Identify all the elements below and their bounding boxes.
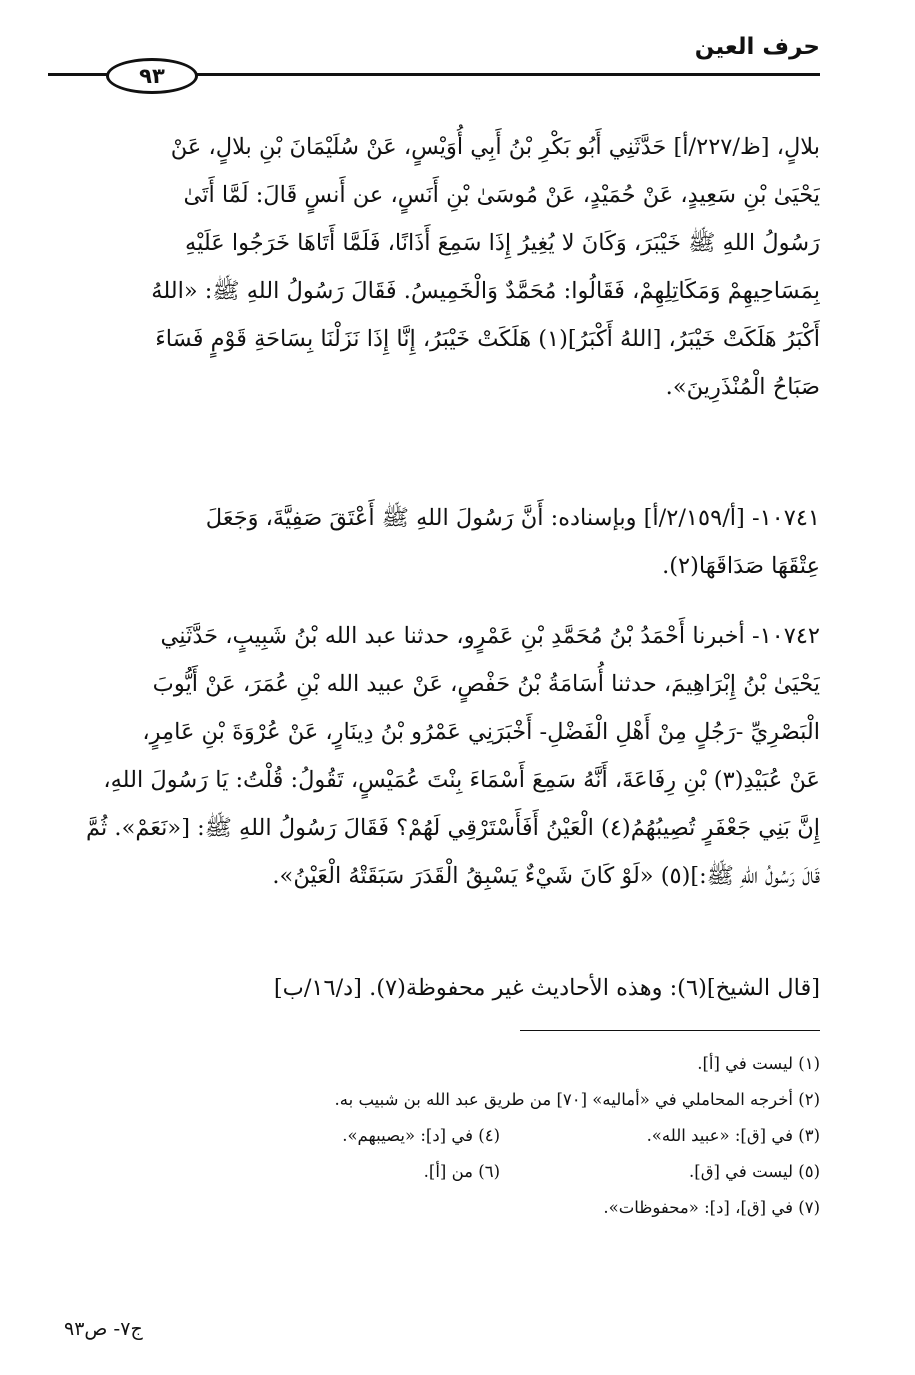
text-line: قَالَ رَسُولُ اللهِ ﷺ:](٥) «لَوْ كَانَ شَيْءٌ يَسْبِقُ الْقَدَرَ سَبَقَتْهُ الْعَيْنُ». [272,863,820,889]
paragraph-hadith-khaybar [48,123,820,411]
footnote-row [48,1190,820,1226]
text-line: عِتْقَهَا صَدَاقَهَا(٢). [662,553,820,579]
paragraph-sheikh-note [48,964,820,1012]
paragraph-hadith-10742 [48,612,820,900]
text-line: ١٠٧٤١- [أ/٢/١٥٩/أ] وبإسناده: أَنَّ رَسُولَ اللهِ ﷺ أَعْتَقَ صَفِيَّةَ، وَجَعَلَ [205,505,820,531]
text-line: رَسُولُ اللهِ ﷺ خَيْبَرَ، وَكَانَ لا يُغِيرُ إِذَا سَمِعَ أَذَانًا، فَلَمَّا أَتَاهَا خَرَجُوا عَلَيْهِ [185,230,820,256]
text-line: يَحْيَىٰ بْنِ سَعِيدٍ، عَنْ حُمَيْدٍ، عَنْ مُوسَىٰ بْنِ أَنَسٍ، عن أَنسٍ قَالَ: لَمَّا أَتَىٰ [183,182,820,208]
text-line: يَحْيَىٰ بْنُ إِبْرَاهِيمَ، حدثنا أُسَامَةُ بْنُ حَفْصٍ، عَنْ عبيد الله بْنِ عُمَرَ، عَنْ أَيُّوبَ [152,671,820,697]
page-number-badge: ٩٣ [106,58,198,94]
text-line: الْبَصْرِيِّ -رَجُلٍ مِنْ أَهْلِ الْفَضْلِ- أَخْبَرَنِي عَمْرُو بْنُ دِينَارٍ، عَنْ عُرْوَةَ بْنِ عَامِرٍ، [142,719,820,745]
footnote-row [48,1154,820,1190]
chapter-title: حرف العين [694,34,820,60]
footnote: (٣) في [ق]: «عبيد الله». [646,1126,820,1145]
footnote: (١) ليست في [أ]. [697,1054,820,1073]
footnote: (٧) في [ق]، [د]: «محفوظات». [603,1198,820,1217]
footnote: (٤) في [د]: «يصيبهم». [342,1126,500,1145]
text-line: ١٠٧٤٢- أخبرنا أَحْمَدُ بْنُ مُحَمَّدِ بْنِ عَمْرٍو، حدثنا عبد الله بْنُ شَبِيبٍ، حَدَّثَنِي [160,623,820,649]
text-line: عَنْ عُبَيْدِ(٣) بْنِ رِفَاعَةَ، أَنَّهُ سَمِعَ أَسْمَاءَ بِنْتَ عُمَيْسٍ، تَقُولُ: قُلْتُ: يَا رَسُولَ اللهِ، [103,767,820,793]
footnote-row [48,1046,820,1082]
footnote-row [48,1118,820,1154]
footnotes [48,1046,820,1226]
footnote: (٢) أخرجه المحاملي في «أماليه» [٧٠] من طريق عبد الله بن شبيب به. [334,1090,820,1109]
text-line: صَبَاحُ الْمُنْذَرِينَ». [665,374,820,400]
footnote-row [48,1082,820,1118]
footnote: (٥) ليست في [ق]. [689,1162,820,1181]
paragraph-hadith-10741 [48,494,820,590]
text-line: إِنَّ بَنِي جَعْفَرٍ تُصِيبُهُمُ(٤) الْعَيْنُ أَفَأَسْتَرْقِي لَهُمْ؟ فَقَالَ رَسُولُ اللهِ ﷺ: [«نَعَمْ». ثُمَّ [86,815,820,841]
footnote: (٦) من [أ]. [423,1162,500,1181]
volume-page-reference: ج٧- ص٩٣ [64,1318,143,1340]
footnote-separator [520,1030,820,1031]
text-line: بلالٍ، [ظ/٢٢٧/أ] حَدَّثَنِي أَبُو بَكْرِ بْنُ أَبِي أُوَيْسٍ، عَنْ سُلَيْمَانَ بْنِ بلالٍ، عَنْ [170,134,820,160]
text-line: [قال الشيخ](٦): وهذه الأحاديث غير محفوظة(٧). [د/١٦/ب] [273,975,820,1001]
text-line: أَكْبَرُ هَلَكَتْ خَيْبَرُ، [اللهُ أَكْبَرُ](١) هَلَكَتْ خَيْبَرُ، إِنَّا إِذَا نَزَلْنَا بِسَاحَةِ قَوْمٍ فَسَاءَ [155,326,820,352]
text-line: بِمَسَاحِيهِمْ وَمَكَاتِلِهِمْ، فَقَالُوا: مُحَمَّدٌ وَالْخَمِيسُ. فَقَالَ رَسُولُ اللهِ ﷺ: «اللهُ [151,278,820,304]
